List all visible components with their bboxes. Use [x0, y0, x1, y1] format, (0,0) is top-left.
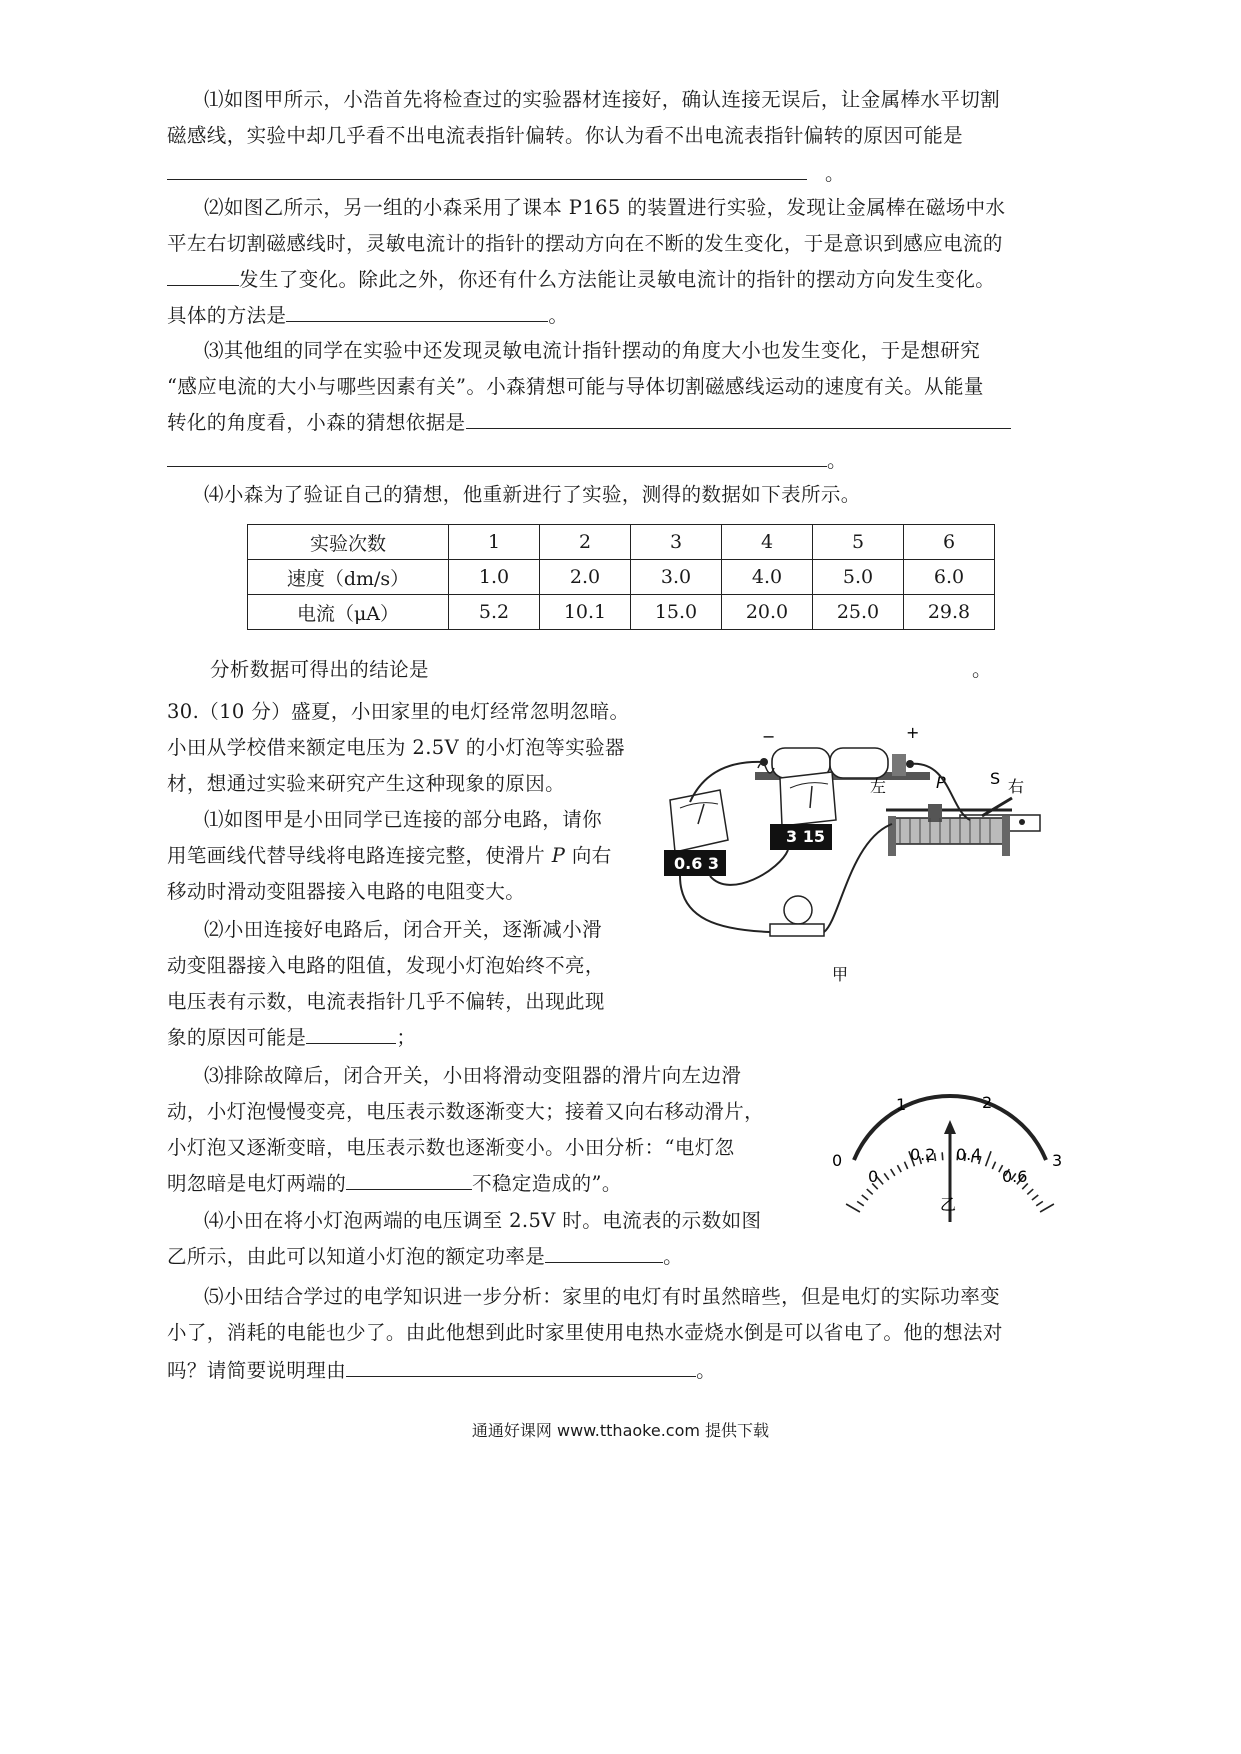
- answer-blank-5[interactable]: [167, 444, 827, 467]
- q30-s4-line2: 乙所示，由此可以知道小灯泡的额定功率是 。: [167, 1239, 683, 1275]
- battery-minus-label: −: [762, 727, 776, 746]
- dial-outer-1: 1: [896, 1095, 907, 1114]
- q30-s4-line1: ⑷小田在将小灯泡两端的电压调至 2.5V 时。电流表的示数如图: [204, 1209, 762, 1232]
- dial-outer-2: 2: [982, 1093, 993, 1112]
- table-row-header: 电流（μA）: [248, 595, 449, 630]
- circuit-figure-jia: [660, 720, 1100, 1002]
- dial-inner-06: 0.6: [1002, 1167, 1028, 1186]
- dial-tick: [1036, 1201, 1043, 1205]
- dial-tick: [1040, 1204, 1054, 1212]
- table-cell: 20.0: [722, 595, 813, 630]
- q29-p1-line2: 磁感线，实验中却几乎看不出电流表指针偏转。你认为看不出电流表指针偏转的原因可能是: [167, 124, 964, 147]
- q30-s1-line2: 用笔画线代替导线将电路连接完整，使滑片 P 向右: [167, 844, 612, 867]
- dial-tick: [897, 1165, 901, 1172]
- q30-s1-line1: ⑴如图甲是小田同学已连接的部分电路，请你: [204, 808, 603, 831]
- q30-line2: 小田从学校借来额定电压为 2.5V 的小灯泡等实验器: [167, 736, 625, 759]
- table-cell: 2: [540, 525, 631, 560]
- q29-conclusion: 分析数据可得出的结论是: [210, 658, 429, 681]
- q29-p3-line4: 。: [167, 443, 847, 479]
- answer-blank-8[interactable]: [545, 1240, 663, 1263]
- rheostat: [886, 804, 1012, 856]
- dial-tick: [867, 1189, 873, 1194]
- battery-holder: [755, 748, 930, 780]
- table-cell: 29.8: [904, 595, 995, 630]
- table-cell: 3: [631, 525, 722, 560]
- table-cell: 1: [449, 525, 540, 560]
- ammeter-terminal-labels: 0.6 3: [674, 854, 720, 873]
- rheostat-left-label: 左: [870, 777, 887, 796]
- table-cell: 5: [813, 525, 904, 560]
- q30-s3-line4: 明忽暗是电灯两端的 不稳定造成的”。: [167, 1166, 622, 1202]
- q29-p4-line1: ⑷小森为了验证自己的猜想，他重新进行了实验，测得的数据如下表所示。: [204, 483, 861, 506]
- table-cell: 5.2: [449, 595, 540, 630]
- q29-conclusion-end: 。: [972, 658, 992, 681]
- data-table: [247, 524, 995, 630]
- q30-s3-line2: 动，小灯泡慢慢变亮，电压表示数逐渐变大；接着又向右移动滑片，: [167, 1100, 765, 1123]
- answer-blank-2[interactable]: [167, 263, 239, 286]
- table-row: [248, 525, 995, 560]
- figure-yi-caption: 乙: [940, 1195, 957, 1214]
- rheostat-right-label: 右: [1008, 777, 1025, 796]
- answer-blank-4[interactable]: [466, 406, 1011, 429]
- dial-inner-02: 0.2: [910, 1145, 936, 1164]
- q29-p2-line2: 平左右切割磁感线时，灵敏电流计的指针的摆动方向在不断的发生变化，于是意识到感应电流的: [167, 232, 1003, 255]
- dial-inner-0: 0: [868, 1167, 879, 1186]
- dial-outer-0: 0: [832, 1151, 843, 1170]
- dial-outer-3: 3: [1052, 1151, 1063, 1170]
- dial-tick: [1032, 1195, 1038, 1200]
- q29-p2-line1: ⑵如图乙所示，另一组的小森采用了课本 P165 的装置进行实验，发现让金属棒在磁场中水: [204, 196, 1006, 219]
- table-cell: 2.0: [540, 560, 631, 595]
- answer-blank-7[interactable]: [346, 1167, 472, 1190]
- dial-tick: [891, 1169, 895, 1176]
- table-cell: 6.0: [904, 560, 995, 595]
- battery-plus-label: +: [906, 723, 920, 742]
- q29-p3-line1: ⑶其他组的同学在实验中还发现灵敏电流计指针摆动的角度大小也发生变化，于是想研究: [204, 339, 981, 362]
- q29-p1-answer: 。: [167, 156, 845, 192]
- q30-s5-line2: 小了，消耗的电能也少了。由此他想到此时家里使用电热水壶烧水倒是可以省电了。他的想法对: [167, 1321, 1003, 1344]
- dial-tick: [857, 1201, 864, 1205]
- dial-tick: [904, 1162, 907, 1169]
- dial-inner-04: 0.4: [956, 1145, 982, 1164]
- dial-tick: [986, 1151, 991, 1166]
- lamp: [770, 896, 824, 936]
- table-cell: 3.0: [631, 560, 722, 595]
- q29-p2-line3: 发生了变化。除此之外，你还有什么方法能让灵敏电流计的指针的摆动方向发生变化。: [167, 262, 995, 298]
- answer-blank-6[interactable]: [306, 1021, 396, 1044]
- dial-tick: [942, 1152, 943, 1160]
- dial-tick: [992, 1162, 995, 1169]
- table-cell: 4: [722, 525, 813, 560]
- table-row: [248, 595, 995, 630]
- table-cell: 25.0: [813, 595, 904, 630]
- q30-s2-line1: ⑵小田连接好电路后，闭合开关，逐渐减小滑: [204, 918, 603, 941]
- q30-s3-line3: 小灯泡又逐渐变暗，电压表示数也逐渐变小。小田分析：“电灯忽: [167, 1136, 735, 1159]
- ammeter-dial-figure-yi: [830, 1082, 1070, 1232]
- dial-tick: [846, 1204, 860, 1212]
- table-cell: 10.1: [540, 595, 631, 630]
- answer-blank-9[interactable]: [346, 1354, 696, 1377]
- table-row: [248, 560, 995, 595]
- table-cell: 4.0: [722, 560, 813, 595]
- q30-line3: 材，想通过实验来研究产生这种现象的原因。: [167, 772, 566, 795]
- q30-s5-line1: ⑸小田结合学过的电学知识进一步分析：家里的电灯有时虽然暗些，但是电灯的实际功率变: [204, 1285, 1001, 1308]
- dial-tick: [862, 1195, 868, 1200]
- figure-jia-caption: 甲: [832, 965, 849, 984]
- table-cell: 5.0: [813, 560, 904, 595]
- answer-blank-1[interactable]: [167, 157, 807, 180]
- dial-tick: [1027, 1189, 1033, 1194]
- q30-s2-line2: 动变阻器接入电路的阻值，发现小灯泡始终不亮，: [167, 954, 605, 977]
- q30-s1-line3: 移动时滑动变阻器接入电路的电阻变大。: [167, 880, 526, 903]
- table-cell: 15.0: [631, 595, 722, 630]
- footer: 通通好课网 www.tthaoke.com 提供下载: [471, 1421, 770, 1440]
- q30-s2-line3: 电压表有示数，电流表指针几乎不偏转，出现此现: [167, 990, 605, 1013]
- dial-tick: [884, 1173, 889, 1179]
- table-row-header: 速度（dm/s）: [248, 560, 449, 595]
- q30-line1: 30.（10 分）盛夏，小田家里的电灯经常忽明忽暗。: [167, 700, 630, 723]
- rheostat-slider-label: P: [936, 773, 946, 792]
- table-row-header: 实验次数: [248, 525, 449, 560]
- q29-p3-line3: 转化的角度看，小森的猜想依据是: [167, 405, 1011, 441]
- switch-label: S: [990, 769, 1001, 788]
- q30-s5-line3: 吗？请简要说明理由 。: [167, 1353, 716, 1389]
- q29-p1-line1: ⑴如图甲所示，小浩首先将检查过的实验器材连接好，确认连接无误后，让金属棒水平切割: [204, 88, 1001, 111]
- table-cell: 6: [904, 525, 995, 560]
- voltmeter-terminal-labels: 3 15: [786, 827, 825, 846]
- q29-p2-line4: 具体的方法是 。: [167, 298, 568, 334]
- q30-s3-line1: ⑶排除故障后，闭合开关，小田将滑动变阻器的滑片向左边滑: [204, 1064, 742, 1087]
- answer-blank-3[interactable]: [286, 299, 548, 322]
- table-cell: 1.0: [449, 560, 540, 595]
- q29-p3-line2: “感应电流的大小与哪些因素有关”。小森猜想可能与导体切割磁感线运动的速度有关。从能量: [167, 375, 984, 398]
- q30-s2-line4: 象的原因可能是 ；: [167, 1020, 416, 1056]
